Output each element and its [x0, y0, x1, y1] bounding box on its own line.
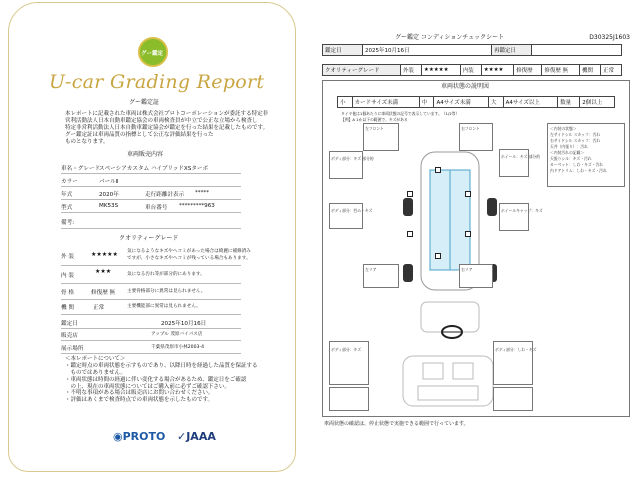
- exterior-desc: 気になるようなキズやヘコミがあった場合は綺麗に補修済み: [127, 249, 251, 254]
- model-value: MK53S: [99, 203, 119, 209]
- date-label: 鑑定日: [61, 321, 78, 327]
- interior-label: 内 装: [61, 273, 74, 279]
- side-note: 内ドアトリム：しわ・キズ・汚れ: [550, 168, 607, 173]
- legend-s: 小: [338, 97, 353, 108]
- legend-m: 中: [419, 97, 434, 108]
- int-label: 内装: [460, 65, 481, 76]
- model-label: 型式: [61, 205, 73, 211]
- row-exterior: [61, 246, 251, 266]
- diagram-title: 車両状態の説明図: [441, 83, 490, 90]
- proto-logo: ◉PROTO: [113, 430, 166, 443]
- mech-label: 機 関: [61, 305, 74, 311]
- engine-value: 正常: [600, 65, 621, 76]
- callout-box: [329, 203, 363, 229]
- intro-text: [65, 111, 268, 145]
- row-year: [61, 187, 241, 200]
- side-note: ＜内装汚れの記載＞: [550, 150, 585, 155]
- intro-line: 特定非営利活動法人日本自動車鑑定協会が鑑定を行った結果を記載したものです。: [65, 124, 269, 131]
- damage-marker: [465, 191, 471, 197]
- side-note: 天張りシル：キズ・汚れ: [550, 156, 592, 161]
- mileage-value: *****: [195, 190, 209, 196]
- sheet-date-label: 鑑定日: [323, 45, 363, 56]
- sheet-date-value: 2025年10月16日: [363, 45, 492, 56]
- damage-marker: [435, 253, 441, 259]
- note-line: ・鑑定時点の車両状態を示すものであり、以降日時を経過した品質を保証する: [65, 362, 258, 369]
- notes-block: [65, 356, 258, 404]
- legend-l: 大: [489, 97, 504, 108]
- exterior-desc: ですが、小さなキズやヘコミが残っている場合もあります。: [127, 256, 251, 261]
- row-color: [61, 174, 241, 187]
- qg-label: クオリティーグレード: [323, 65, 401, 76]
- doc-code: D30325J1603: [589, 34, 630, 41]
- part-label: ボディ部分：しわ・キズ: [495, 347, 537, 352]
- handover-label: 再鑑定日: [492, 45, 532, 56]
- exterior-stars: ★★★★★: [91, 251, 118, 258]
- part-label: ボディ部分：凹み・キズ: [331, 208, 373, 213]
- intro-line: 本レポートに記載された車両は株式会社プロトコーポレーションが委託する特定非: [65, 111, 269, 117]
- store-value: アップル 茂原バイパス店: [151, 332, 203, 337]
- part-label: ボディ部分：キズ 部分的: [331, 156, 374, 161]
- interior-notes-box: [547, 123, 625, 187]
- year-label: 年式: [61, 192, 73, 198]
- int-stars: ★★★★: [481, 65, 513, 76]
- mileage-label: 走行距離計表示: [145, 192, 185, 198]
- sheet-footer: 車両状態の確認は、停止状態で実施できる範囲で行っています。: [324, 421, 469, 427]
- legend-s-desc: カードサイズ未満: [352, 97, 419, 108]
- location-value: 千葉県茂原市小林2003-4: [151, 345, 205, 350]
- size-legend: [337, 96, 615, 108]
- damage-marker: [407, 191, 413, 197]
- grading-report-certificate: [8, 2, 296, 472]
- remarks-label: 備考:: [61, 220, 75, 226]
- quality-grade-header: クオリティーグレード: [119, 235, 179, 242]
- intro-line: グー鑑定証は車両品質の指標として公正な評価結果を行った: [65, 131, 214, 138]
- repair-value: 修復歴 無: [542, 65, 580, 76]
- color-value: パールⅡ: [99, 179, 119, 185]
- side-note: ＜内装の状態＞: [550, 126, 577, 131]
- row-frame: [61, 284, 241, 300]
- repair-label: 修復歴: [514, 65, 542, 76]
- intro-line: ものとなります。: [65, 138, 109, 145]
- area-label: 左フロント: [365, 126, 384, 131]
- part-label: ボディ部分：キズ: [331, 347, 361, 352]
- chassis-value: *********963: [179, 203, 215, 209]
- frame-desc: 主要骨格部分に異常は見られません。: [127, 289, 206, 294]
- certificate-badge: [138, 37, 168, 67]
- row-model: [61, 200, 241, 213]
- ext-label: 外装: [400, 65, 421, 76]
- sheet-title: グー鑑定 コンディションチェックシート: [395, 34, 505, 41]
- proto-logo-text: PROTO: [122, 430, 166, 443]
- engine-label: 機関: [580, 65, 601, 76]
- interior-stars: ★★★: [95, 268, 112, 275]
- year-value: 2020年: [99, 192, 119, 198]
- area-label: 左リア: [365, 267, 377, 272]
- condition-check-sheet: [318, 44, 634, 76]
- row-store: [61, 328, 241, 341]
- side-note: 左サイドシル スカッフ：汚れ: [550, 132, 601, 137]
- note-line: の上、現在の車両状態についてはご購入前に必ずご確認下さい。: [65, 383, 230, 390]
- damage-marker: [435, 167, 441, 173]
- row-location: [61, 341, 241, 354]
- area-label: 右リア: [461, 267, 473, 272]
- row-interior: [61, 266, 241, 284]
- store-label: 販売店: [61, 333, 78, 339]
- location-label: 展示場所: [61, 346, 84, 352]
- damage-marker: [407, 231, 413, 237]
- name-value: スペーシアカスタム ハイブリッドXSターボ: [99, 166, 209, 172]
- jaaa-logo: ✓JAAA: [177, 430, 216, 443]
- note-line: ・不明な事項がある場合は販売店にお問い合わせください。: [65, 390, 214, 397]
- note-line: ものではありません。: [65, 369, 126, 376]
- frame-grade: 修復歴 無: [91, 290, 116, 296]
- notes-header: ＜本レポートについて＞: [65, 356, 126, 362]
- date-value: 2025年10月16日: [161, 321, 207, 327]
- note-line: ・車両状態は時間の経過に伴い変化する場合があるため、鑑定日をご確認: [65, 376, 247, 383]
- diagram-frame: [322, 80, 630, 417]
- frame-label: 骨 格: [61, 290, 74, 296]
- name-label: 車名・グレード: [61, 166, 101, 172]
- quality-table: [322, 64, 622, 76]
- legend-l-desc: A4サイズ以上: [503, 97, 558, 108]
- callout-box: [493, 387, 533, 411]
- area-label: 右フロント: [461, 126, 480, 131]
- legend-q: 数量: [558, 97, 580, 108]
- legend-note: 【例】A 1か以下の範囲で、キズがある: [341, 117, 408, 122]
- report-title: U-car Grading Report: [49, 71, 265, 93]
- legend-m-desc: A4サイズ未満: [434, 97, 489, 108]
- handover-value: [532, 45, 622, 56]
- note-line: ・評価はあくまで検査時点での車両状態を示したものです。: [65, 397, 214, 404]
- interior-diagram: [393, 351, 503, 411]
- ext-stars: ★★★★★: [421, 65, 460, 76]
- part-label: ホイール：キズ 部分的: [501, 154, 541, 159]
- date-table: [322, 44, 622, 56]
- callout-box: [329, 387, 369, 411]
- side-note: 天井（内張り）：汚れ: [550, 144, 588, 149]
- row-remarks: [61, 215, 241, 229]
- row-mechanism: [61, 300, 241, 315]
- exterior-label: 外 装: [61, 254, 74, 260]
- badge-text: グー鑑定: [141, 51, 164, 57]
- steering-wheel-icon: [441, 324, 463, 340]
- mech-grade: 正常: [93, 305, 105, 311]
- row-name: [61, 161, 241, 174]
- part-label: ホイールキャップ：キズ: [501, 208, 543, 213]
- side-note: 右サイドシル スカッフ：汚れ: [550, 138, 601, 143]
- damage-marker: [465, 231, 471, 237]
- legend-q-desc: 2個以上: [580, 97, 615, 108]
- legend-note: タイヤ他は1個あたりに車両状態の記号で表示しています。（1/2等）: [341, 111, 460, 116]
- interior-desc: 気になる汚れ等が部分的にあります。: [127, 272, 205, 277]
- color-label: カラー: [61, 179, 78, 185]
- vehicle-info-header: 車両販売内容: [127, 151, 164, 158]
- intro-line: 営利活動法人日本自動車鑑定協会の車両検査員が中立で公正な立場から検査し: [65, 117, 258, 124]
- jaaa-logo-text: JAAA: [186, 430, 216, 443]
- side-note: カーペット：しわ・キズ・汚れ: [550, 162, 604, 167]
- chassis-label: 車台番号: [145, 205, 168, 211]
- mech-desc: 主要機能部に異常は見られません。: [127, 304, 201, 309]
- report-subtitle: グー鑑定証: [129, 99, 160, 106]
